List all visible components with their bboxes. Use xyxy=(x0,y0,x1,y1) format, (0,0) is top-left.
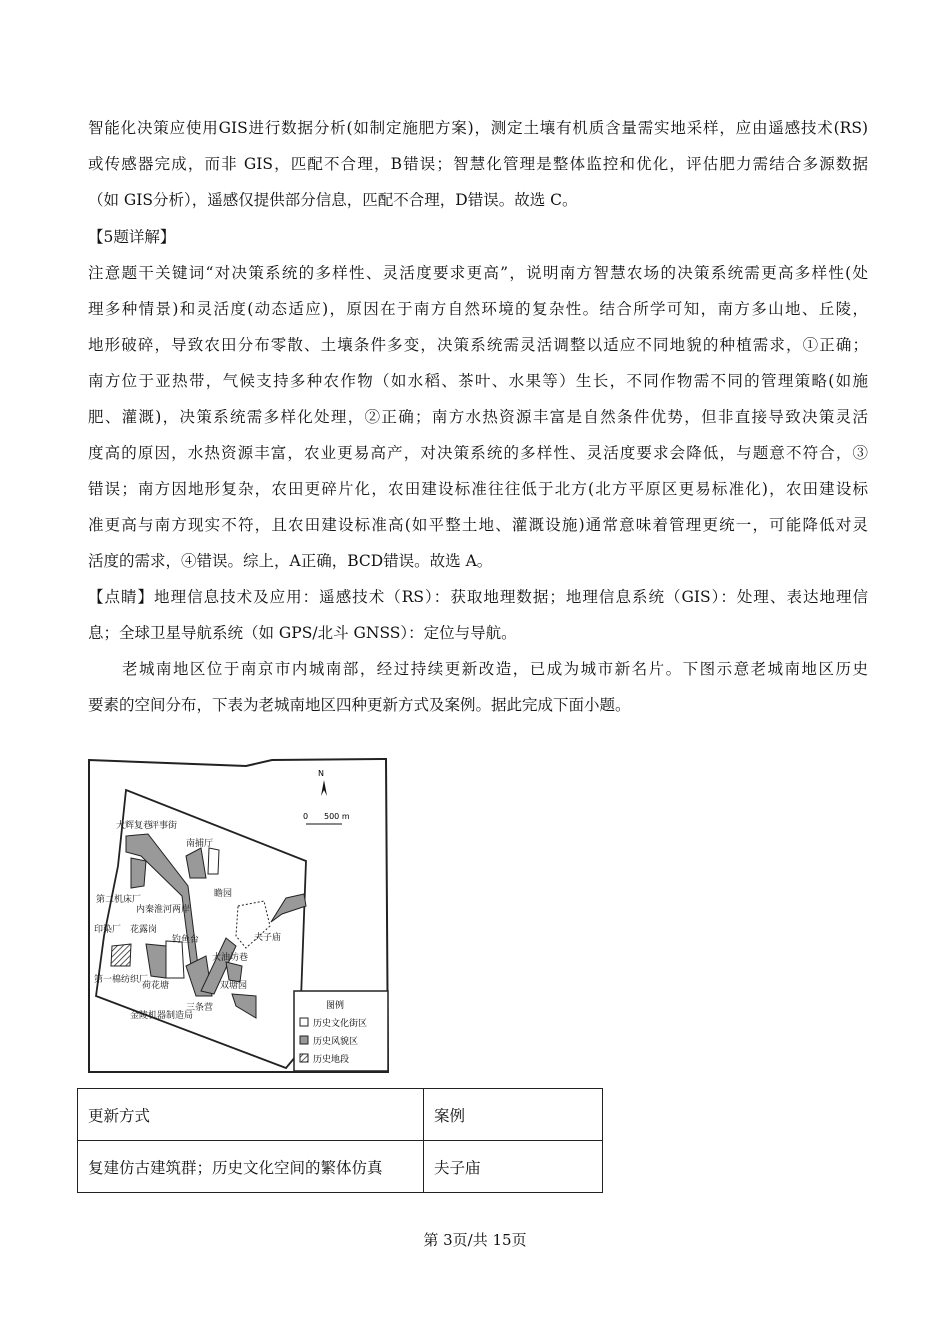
table-cell: 复建仿古建筑群；历史文化空间的繁体仿真 xyxy=(78,1141,424,1193)
table-row xyxy=(78,1141,603,1193)
place-label: 大油坊巷 xyxy=(212,953,249,963)
place-label: 印染厂 xyxy=(94,925,122,935)
paragraph-line: 错误；南方因地形复杂，农田更碎片化，农田建设标准往往低于北方(北方平原区更易标准化)，农田建设标 xyxy=(88,480,868,498)
paragraph-line: 【点睛】地理信息技术及应用：遥感技术（RS）：获取地理数据；地理信息系统（GIS）：处理、表达地理信 xyxy=(88,588,868,606)
paragraph-line: 智能化决策应使用GIS进行数据分析(如制定施肥方案)，测定土壤有机质含量需实地采样，应由遥感技术(RS) xyxy=(88,119,868,137)
place-label: 第二机床厂 xyxy=(96,895,142,905)
header-cell: 更新方式 xyxy=(78,1089,424,1141)
place-label: 大辉复巷 xyxy=(116,821,153,831)
paragraph-line: 注意题干关键词“对决策系统的多样性、灵活度要求更高”，说明南方智慧农场的决策系统需更高多样性(处 xyxy=(88,264,868,282)
paragraph-line: 要素的空间分布，下表为老城南地区四种更新方式及案例。据此完成下面小题。 xyxy=(88,696,631,714)
paragraph-line: 准更高与南方现实不符，且农田建设标准高(如平整土地、灌溉设施)通常意味着管理更统一，可能降低对灵 xyxy=(88,516,868,534)
renewal-table xyxy=(77,1088,603,1193)
paragraph-line: 活度的需求，④错误。综上，A正确，BCD错误。故选 A。 xyxy=(88,552,493,570)
paragraph-line: 地形破碎，导致农田分布零散、土壤条件多变，决策系统需灵活调整以适应不同地貌的种植需求，①正确； xyxy=(88,336,868,354)
paragraph-line: 息；全球卫星导航系统（如 GPS/北斗 GNSS）：定位与导航。 xyxy=(88,624,517,642)
table-header-row xyxy=(78,1089,603,1141)
place-label: 夫子庙 xyxy=(254,933,282,943)
place-label: 三条营 xyxy=(186,1003,214,1013)
scale-label: 500 m xyxy=(324,812,350,821)
place-label: 钓鱼台 xyxy=(172,935,200,945)
legend-item: 历史风貌区 xyxy=(313,1037,359,1047)
header-cell: 案例 xyxy=(424,1089,603,1141)
paragraph-line: 【5题详解】 xyxy=(88,228,176,246)
place-label: 南捕厅 xyxy=(186,839,214,849)
place-label: 双塘园 xyxy=(220,981,248,991)
paragraph-line: 老城南地区位于南京市内城南部，经过持续更新改造，已成为城市新名片。下图示意老城南地区历史 xyxy=(88,660,868,678)
legend-title: 图例 xyxy=(326,1001,345,1011)
old-south-city-map xyxy=(86,756,392,1074)
legend-item: 历史文化街区 xyxy=(313,1019,368,1029)
place-label: 第一棉纺织厂 xyxy=(94,975,149,985)
place-label: 瞻园 xyxy=(214,889,233,899)
place-label: 荷花塘 xyxy=(142,981,170,991)
paragraph-line: 肥、灌溉)，决策系统需多样化处理，②正确；南方水热资源丰富是自然条件优势，但非直接导致决策灵活 xyxy=(88,408,868,426)
scale-zero: 0 xyxy=(303,812,309,821)
paragraph-line: （如 GIS分析），遥感仅提供部分信息，匹配不合理，D错误。故选 C。 xyxy=(88,191,578,209)
paragraph-line: 理多种情景)和灵活度(动态适应)，原因在于南方自然环境的复杂性。结合所学可知，南方多山地、丘陵， xyxy=(88,300,868,318)
place-label: 内秦淮河两岸 xyxy=(136,905,191,915)
page-footer: 第 3页/共 15页 xyxy=(423,1231,527,1249)
place-label: 评事街 xyxy=(150,821,178,831)
place-label: 花露岗 xyxy=(130,925,158,935)
legend-item: 历史地段 xyxy=(313,1055,350,1065)
table-cell: 夫子庙 xyxy=(424,1141,603,1193)
paragraph-line: 南方位于亚热带，气候支持多种农作物（如水稻、茶叶、水果等）生长，不同作物需不同的管理策略(如施 xyxy=(88,372,868,390)
paragraph-line: 或传感器完成，而非 GIS，匹配不合理，B错误；智慧化管理是整体监控和优化，评估肥力需结合多源数据 xyxy=(88,155,868,173)
paragraph-line: 度高的原因，水热资源丰富，农业更易高产，对决策系统的多样性、灵活度要求会降低，与题意不符合，③ xyxy=(88,444,868,462)
place-label: 金陵机器制造局 xyxy=(130,1011,194,1021)
north-label: N xyxy=(318,769,324,778)
